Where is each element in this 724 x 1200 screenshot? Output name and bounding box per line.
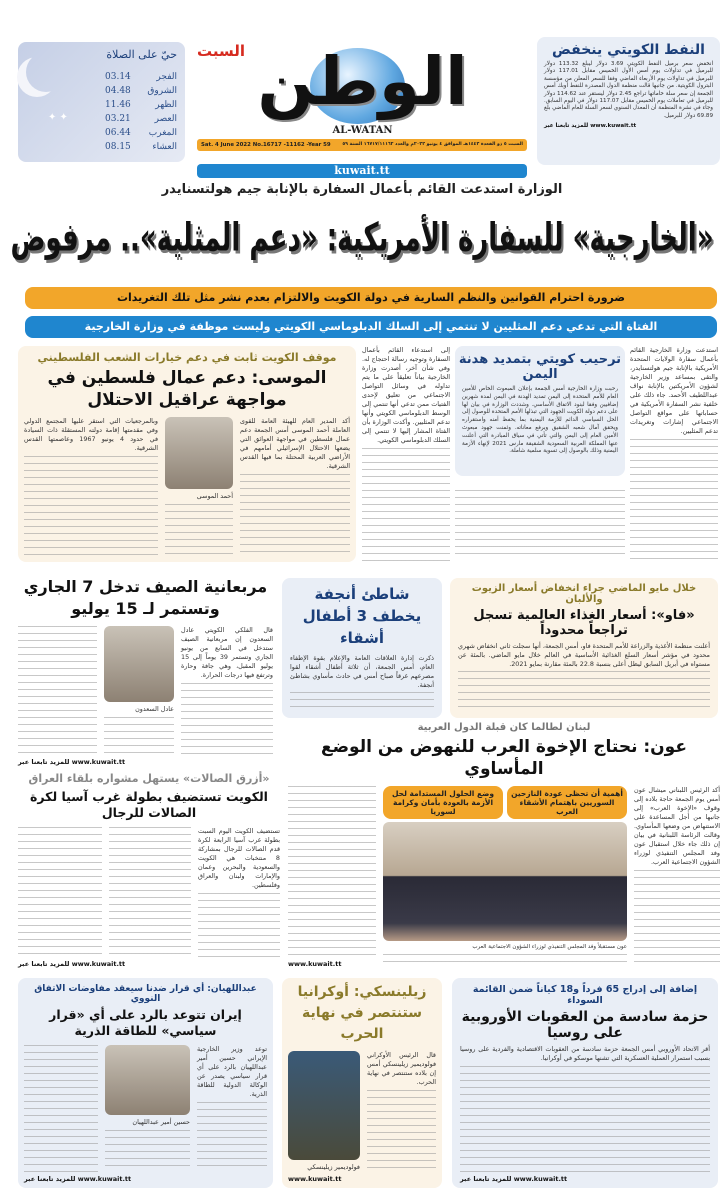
iran-headline: إيران تتوعد بالرد على أي «قرار سياسي» للطاقة الذرية bbox=[49, 1007, 242, 1038]
prayer-time: 03.21 bbox=[105, 114, 131, 124]
text-column bbox=[290, 692, 434, 712]
yemen-headline: ترحيب كويتي بتمديد هدنة اليمن bbox=[458, 352, 622, 382]
zelensky-article bbox=[282, 978, 442, 1188]
photo-zelensky bbox=[288, 1051, 360, 1160]
iran-article bbox=[18, 978, 273, 1188]
oil-article bbox=[537, 37, 720, 165]
text-column bbox=[24, 456, 158, 556]
text-column bbox=[165, 504, 233, 556]
photo-abdollahian bbox=[105, 1045, 190, 1115]
oil-headline: النفط الكويتي ينخفض bbox=[552, 42, 705, 58]
website-link[interactable]: kuwait.tt bbox=[197, 164, 527, 178]
fao-body: أعلنت منظمة الأغذية والزراعة للأمم المتحدة فاو، أمس الجمعة، أنها سجلت ثاني انخفاض شهري محدود في مؤشر أسعار السلع الغذائية الأساسية في العالم خلال مايو الماضي. بالمئة عن مستواه في أبريل السابق ليظل أعلى بنسبة 22.8 بالمئة مقارنة بمايو 2021. bbox=[458, 642, 710, 668]
summer-more-link[interactable]: للمزيد تابعنا عبر www.kuwait.tt bbox=[18, 758, 126, 766]
zelensky-body: قال الرئيس الأوكراني فولوديمير زيلينسكي أمس إن بلاده ستنتصر في نهاية الحرب. bbox=[367, 1051, 436, 1086]
date-bar bbox=[197, 139, 527, 151]
lead-column-right bbox=[630, 346, 718, 561]
prayer-name: الشروق bbox=[147, 86, 177, 96]
oil-body: انخفض سعر برميل النفط الكويتي 3.69 دولار ليبلغ 113.32 دولار للبرميل في تداولات يوم أمس الأول الخميس مقابل 117.01 دولار للبرميل في تداولات يوم الأربعاء الماضي وفقا للسعر المعلن من مؤسسة البترول الكويتية. من جانبها قالت منظمة الدول المصدرة للنفط أوبك أمس الجمعة إن سعر سلة خاماتها تراجع 2.45 دولار ليستقر عند 114.62 دولار للبرميل في تعاملات يوم الخميس مقابل 117.07 دولار في اليوم السابق. وجاء في نشرة المنظمة أن المعدل السنوي لسعر السلة للعام الماضي بلغ 69.89 دولار للبرميل. bbox=[543, 61, 713, 119]
photo-aoun-delegation bbox=[383, 822, 627, 941]
photo-ahmad-al-mousa bbox=[165, 417, 233, 489]
photo-adel-al-saadoun bbox=[104, 626, 174, 702]
iran-more-link[interactable]: للمزيد تابعنا عبر www.kuwait.tt bbox=[24, 1175, 132, 1183]
text-column bbox=[367, 1090, 436, 1172]
palestine-body-right: أكد المدير العام للهيئة العامة للقوى العاملة أحمد الموسى أمس الجمعة دعم عمال فلسطين في مواجهة العوائق التي يضعها الاحتلال الإسرائيلي أمامهم في الأراضي العربية المحتلة بما فيها القدس الشرقية. bbox=[240, 417, 350, 470]
text-column bbox=[104, 717, 174, 755]
stars-icon: ✦ ✦ bbox=[48, 112, 68, 123]
lebanon-kicker: لبنان لطالما كان قبلة الدول العربية bbox=[417, 722, 591, 733]
text-column bbox=[109, 827, 191, 957]
text-column bbox=[240, 474, 350, 556]
palestine-kicker: موقف الكويت ثابت في دعم خيارات الشعب الفلسطيني bbox=[37, 351, 337, 364]
zelensky-more-link[interactable]: www.kuwait.tt bbox=[288, 1175, 342, 1183]
date-english: Sat. 4 June 2022 No.16717 -11162 -Year 59 bbox=[201, 142, 331, 148]
anjafa-headline: شاطئ أنجفة يخطف 3 أطفال أشقاء bbox=[302, 585, 422, 647]
lebanon-subhead-1: أهمية أن تحظى عودة النازحين السوريين باهتمام الأشقاء العرب bbox=[507, 786, 627, 819]
palestine-headline: الموسى: دعم عمال فلسطين في مواجهة عراقيل الاحتلال bbox=[47, 368, 327, 410]
iran-kicker: عبداللهيان: أي قرار ضدنا سيعقد مفاوضات الاتفاق النووي bbox=[34, 984, 257, 1004]
russia-article bbox=[452, 978, 718, 1188]
text-column bbox=[197, 1102, 267, 1172]
lead-kicker: الوزارة استدعت القائم بأعمال السفارة بالإنابة جيم هولتسنايدر bbox=[161, 182, 563, 197]
text-column bbox=[18, 626, 97, 755]
russia-body: أقر الاتحاد الأوروبي أمس الجمعة حزمة سادسة من العقوبات الاقتصادية والفردية على روسيا بسبب استمرار العملية العسكرية التي تشنها موسكو في أوكرانيا. bbox=[460, 1045, 710, 1062]
prayer-time: 06.44 bbox=[105, 128, 131, 138]
prayer-time: 03.14 bbox=[105, 72, 131, 82]
lead-column-middle bbox=[362, 346, 450, 561]
text-column bbox=[105, 1130, 190, 1172]
lebanon-more-link[interactable]: www.kuwait.tt bbox=[288, 960, 342, 968]
prayer-name: العشاء bbox=[152, 142, 177, 152]
text-column bbox=[362, 448, 450, 561]
fao-headline: «فاو»: أسعار الغذاء العالمية تسجل تراجعاً محدوداً bbox=[473, 608, 695, 638]
zelensky-headline: زيلينسكي: أوكرانيا ستنتصر في نهاية الحرب bbox=[297, 984, 427, 1042]
lebanon-subhead-2: وضع الحلول المستدامة لحل الأزمة بالعودة بأمان وكرامة لسوريا bbox=[383, 786, 503, 819]
yemen-body: رحبت وزارة الخارجية أمس الجمعة بإعلان المبعوث الخاص للأمين العام للأمم المتحدة إلى اليمن تمديد الهدنة في اليمن لمدة شهرين إضافيين وفقا لبنود الاتفاق الأساسي. وشددت الوزارة في بيان لها على دعم دولة الكويت الجهود التي تبذلها الأمم المتحدة للوصول إلى الحل السياسي الدائم للأزمة اليمنية بما يحفظ أمنه واستقراره ويحقق آمال شعبه الشقيق ويرفع معاناته. وثمنت جهود مبعوث الأمين العام إلى اليمن والتي تأتي في سياق المبادرة التي أعلنت عنها المملكة العربية السعودية الشقيقة مارس 2021 لإنهاء الأزمة اليمنية وذلك بالوصول إلى تسوية سلمية شاملة. bbox=[462, 386, 618, 455]
anjafa-article bbox=[282, 578, 442, 718]
text-column bbox=[458, 671, 710, 712]
prayer-name: العصر bbox=[154, 114, 177, 124]
palestine-body-left: وبالمرجعيات التي استقر عليها المجتمع الدولي وفي مقدمتها إقامة دولته المستقلة ذات السيادة في حدود 4 يونيو 1967 وعاصمتها القدس الشرقية. bbox=[24, 417, 158, 452]
prayer-time: 11.46 bbox=[105, 100, 131, 110]
russia-kicker: إضافة إلى إدراج 65 فرداً و18 كياناً ضمن القائمة السوداء bbox=[472, 984, 698, 1006]
lebanon-body: أكد الرئيس اللبناني ميشال عون أمس يوم الجمعة حاجة بلاده إلى وقوف «الإخوة العرب» إلى جانبها من أجل المساعدة على الاستنهاض من وضعها المأساوي. وقالت الرئاسة اللبنانية في بيان إن ذلك جاء خلال استقبال عون وفد المجلس التنفيذي لوزراء الشؤون الاجتماعية العرب. bbox=[634, 786, 720, 866]
anjafa-body: ذكرت إدارة العلاقات العامة والإعلام بقوة الإطفاء العام، أمس الجمعة، أن ثلاثة أطفال أشقاء لقوا مصرعهم غرقاً صباح أمس في حادث مأساوي بشاطئ أنجفة. bbox=[290, 654, 434, 689]
futsal-headline: الكويت تستضيف بطولة غرب آسيا لكرة الصالات للرجال bbox=[30, 789, 268, 820]
lead-body-col2: إلى استدعاء القائم بأعمال السفارة وتوجيه رسالة احتجاج له. وفي شأن آخر، أصدرت وزارة الخارجية بياناً تعليقاً على ما يتم تداوله في وسائل التواصل الاجتماعي من تعليق لإحدى الفتيات ممن تدعي أنها تنتمي إلى الوسط الدبلوماسي الكويتي وأنها تدعم المثليين. وأكدت الوزارة بأن الفتاة المشار إليها لا تنتمي إلى السلك الدبلوماسي الكويتي. bbox=[362, 346, 450, 444]
futsal-article bbox=[18, 772, 280, 968]
text-column bbox=[181, 683, 273, 755]
text-column bbox=[288, 786, 376, 957]
prayer-name: الظهر bbox=[155, 100, 177, 110]
moon-icon bbox=[26, 52, 66, 92]
masthead bbox=[195, 38, 530, 180]
photo-caption: حسين أمير عبداللهيان bbox=[132, 1118, 190, 1126]
lead-banner-orange: ضرورة احترام القوانين والنظم السارية في دولة الكويت والالتزام بعدم نشر مثل تلك التغريدات bbox=[25, 287, 717, 309]
prayer-name: الفجر bbox=[156, 72, 177, 82]
text-column bbox=[198, 893, 280, 957]
logo: الوطن bbox=[257, 43, 468, 120]
lebanon-article bbox=[288, 722, 720, 968]
russia-more-link[interactable]: للمزيد تابعنا عبر www.kuwait.tt bbox=[460, 1175, 568, 1183]
lead-body-col1: استدعت وزارة الخارجية القائم بأعمال سفارة الولايات المتحدة الأمريكية بالإنابة جيم هولتسنايدر، والتقى بمساعد وزير الخارجية لشؤون الأمريكتين بالإنابة نواف عبداللطيف الأحمد. جاء ذلك على خلفية نشر السفارة الأمريكية في حساباتها على مواقع التواصل الاجتماعي إشارات وتغريدات تدعم المثليين. bbox=[630, 346, 718, 435]
futsal-kicker: «أزرق الصالات» يستهل مشواره بلقاء العراق bbox=[28, 772, 270, 785]
summer-body: قال الفلكي الكويتي عادل السعدون إن مربعانية الصيف ستدخل في السابع من يونيو الجاري وتستمر 39 يوماً إلى 15 يوليو المقبل، وهي جافة وحارة وترتفع فيها درجات الحرارة. bbox=[181, 626, 273, 679]
day-label: السبت bbox=[197, 42, 246, 60]
photo-caption: عون مستقبلاً وفد المجلس التنفيذي لوزراء الشؤون الاجتماعية العرب bbox=[472, 944, 627, 950]
text-column bbox=[460, 1066, 710, 1172]
text-column bbox=[630, 439, 718, 561]
text-column bbox=[383, 954, 627, 968]
futsal-more-link[interactable]: للمزيد تابعنا عبر www.kuwait.tt bbox=[18, 960, 126, 968]
prayer-times-list bbox=[105, 70, 177, 154]
iran-body: توعد وزير الخارجية الإيراني حسين أمير عبداللهيان بالرد على أي قرار سياسي يصدر عن الوكالة الدولية للطاقة الذرية. bbox=[197, 1045, 267, 1098]
prayer-name: المغرب bbox=[148, 128, 177, 138]
text-column bbox=[24, 1045, 98, 1172]
text-column bbox=[455, 490, 625, 560]
prayer-times-box bbox=[18, 42, 185, 162]
lead-headline: «الخارجية» للسفارة الأمريكية: «دعم المثلية».. مرفوض bbox=[10, 216, 714, 261]
russia-headline: حزمة سادسة من العقوبات الأوروبية على روسيا bbox=[461, 1009, 709, 1041]
prayer-time: 08.15 bbox=[105, 142, 131, 152]
prayer-time: 04.48 bbox=[105, 86, 131, 96]
photo-caption: عادل السعدون bbox=[135, 705, 174, 713]
photo-caption: أحمد الموسى bbox=[196, 492, 233, 500]
fao-article bbox=[450, 578, 718, 718]
text-column bbox=[634, 870, 720, 968]
logo-latin: AL-WATAN bbox=[332, 125, 393, 136]
summer-headline: مربعانية الصيف تدخل 7 الجاري وتستمر لـ 15 يوليو bbox=[23, 577, 268, 618]
photo-caption: فولوديمير زيلينسكي bbox=[307, 1163, 360, 1171]
date-arabic: السبت ٥ ذو القعدة ١٤٤٣هـ الموافق ٤ يونيو ٢٠٢٢م والعدد ١٦٧١٧/١١١٦٢ السنة ٥٩ bbox=[342, 142, 523, 147]
prayer-title: حيّ على الصلاة bbox=[106, 48, 177, 61]
yemen-article bbox=[455, 346, 625, 476]
summer-article bbox=[18, 576, 273, 766]
futsal-body: تستضيف الكويت اليوم السبت بطولة غرب آسيا الرابعة لكرة قدم الصالات للرجال بمشاركة 8 منتخبات هي الكويت والسعودية والبحرين وعمان والإمارات ولبنان والعراق وفلسطين. bbox=[198, 827, 280, 889]
palestine-article bbox=[18, 346, 356, 562]
text-column bbox=[18, 827, 102, 957]
fao-kicker: خلال مايو الماضي جراء انخفاض أسعار الزيوت والألبان bbox=[471, 583, 697, 605]
oil-more-link[interactable]: للمزيد تابعنا عبر www.kuwait.tt bbox=[544, 123, 637, 130]
lebanon-headline: عون: نحتاج الإخوة العرب للنهوض من الوضع المأساوي bbox=[321, 737, 687, 779]
lead-banner-blue: الفتاة التي تدعي دعم المثليين لا تنتمي إلى السلك الدبلوماسي الكويتي وليست موظفة في وزارة الخارجية bbox=[25, 316, 717, 338]
